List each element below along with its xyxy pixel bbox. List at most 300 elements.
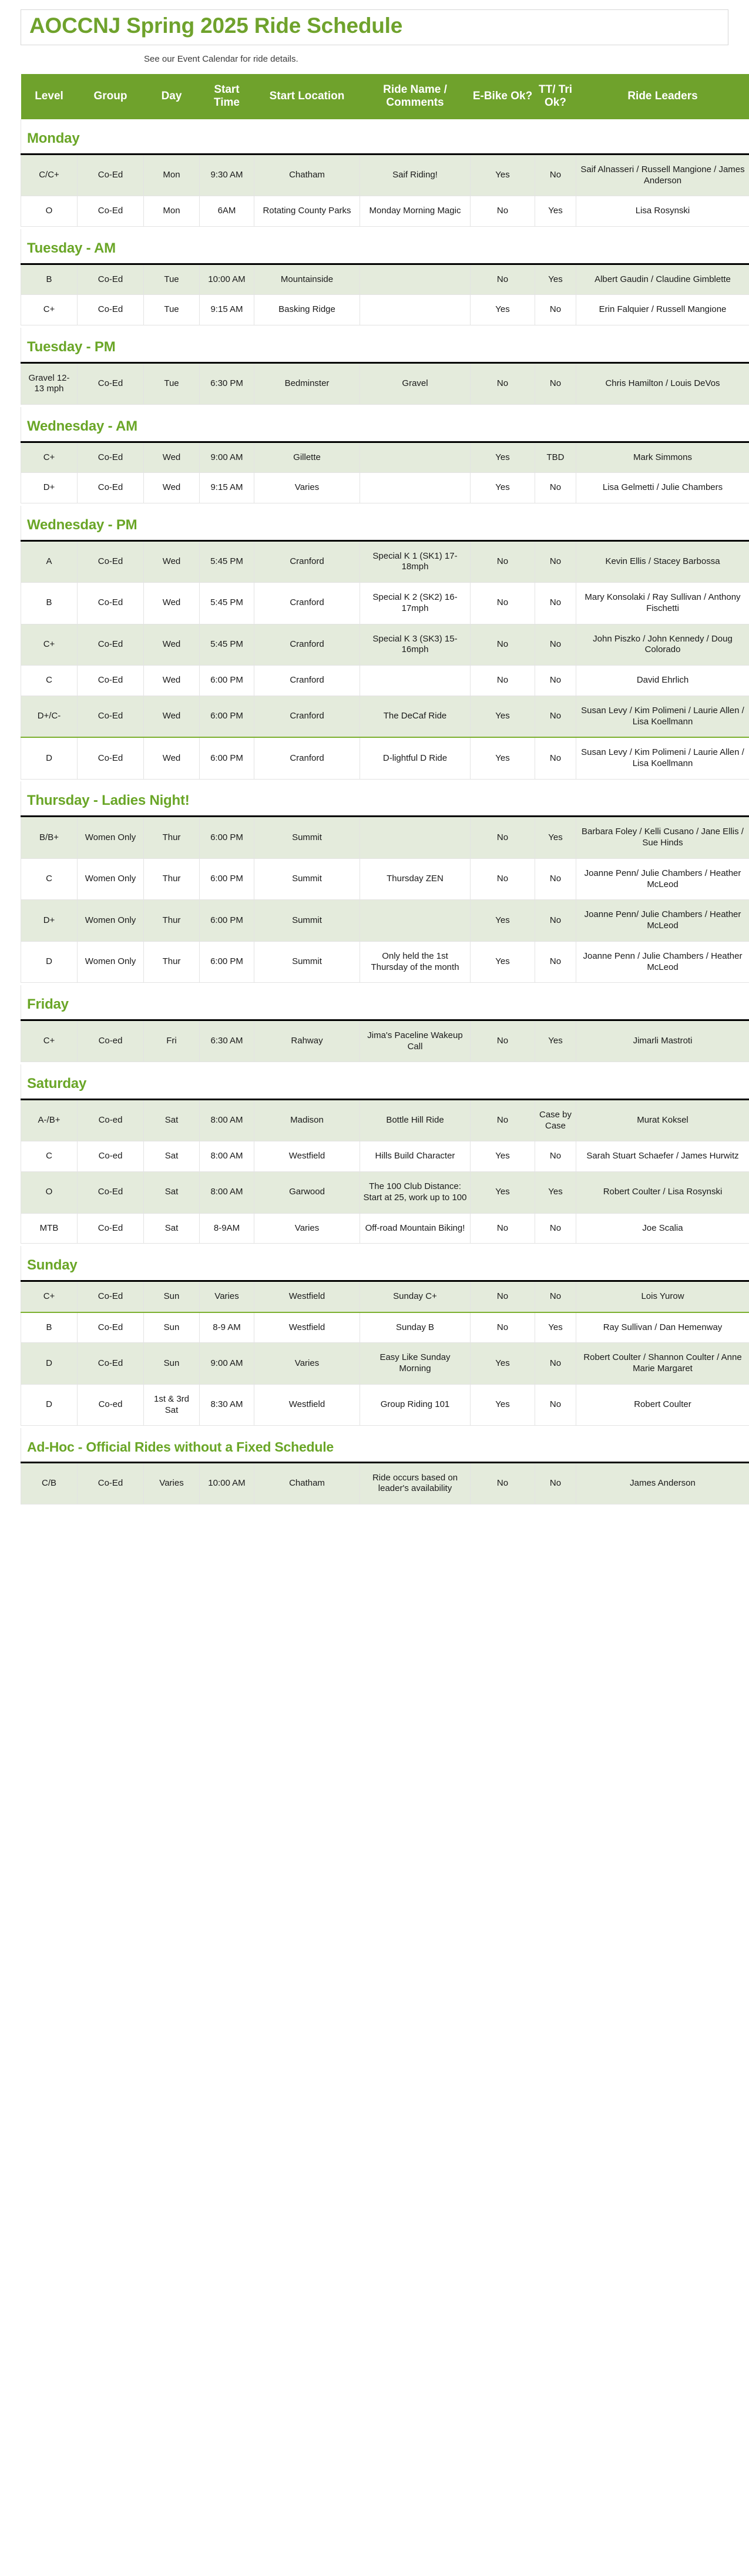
cell-start_location: Rotating County Parks [254,196,360,227]
cell-tt_tri: Yes [535,817,576,859]
event-calendar-note: See our Event Calendar for ride details. [144,53,298,64]
cell-ride_name: Only held the 1st Thursday of the month [360,941,471,983]
section-heading-row [21,1064,749,1100]
cell-level: MTB [21,1213,78,1244]
table-row [21,1312,749,1343]
cell-ride_name: Easy Like Sunday Morning [360,1343,471,1385]
cell-start_time: 8-9AM [200,1213,254,1244]
column-header-start-location: Start Location [254,74,360,119]
cell-leaders: Joanne Penn/ Julie Chambers / Heather McLeod [576,858,749,900]
cell-start_location: Varies [254,473,360,503]
cell-level: D [21,1343,78,1385]
section-heading-cell [21,407,749,442]
cell-ebike: No [471,1213,535,1244]
cell-ebike: Yes [471,1384,535,1426]
cell-tt_tri: No [535,900,576,942]
cell-group: Co-Ed [78,196,144,227]
cell-start_location: Gillette [254,442,360,473]
section-heading-label: Friday [27,996,69,1012]
cell-leaders: Joanne Penn / Julie Chambers / Heather McLeod [576,941,749,983]
cell-ride_name: Special K 1 (SK1) 17-18mph [360,540,471,583]
cell-tt_tri: No [535,154,576,196]
cell-leaders: Barbara Foley / Kelli Cusano / Jane Ellis / Sue Hinds [576,817,749,859]
cell-day: Wed [144,583,200,624]
cell-level: B/B+ [21,817,78,859]
cell-ebike: Yes [471,941,535,983]
cell-start_time: 9:30 AM [200,154,254,196]
cell-start_time: 6:30 AM [200,1020,254,1062]
cell-ride_name: Sunday C+ [360,1281,471,1312]
cell-leaders: John Piszko / John Kennedy / Doug Colorado [576,624,749,666]
cell-start_time: 6:00 PM [200,696,254,737]
cell-tt_tri: Yes [535,1172,576,1214]
cell-start_time: 8:00 AM [200,1141,254,1172]
cell-level: D+ [21,473,78,503]
cell-tt_tri: No [535,583,576,624]
cell-group: Co-Ed [78,473,144,503]
cell-ebike: No [471,362,535,405]
table-header [21,74,749,119]
cell-start_time: 8-9 AM [200,1312,254,1343]
section-heading-label: Wednesday - AM [27,418,137,434]
cell-group: Co-ed [78,1384,144,1426]
cell-ebike: Yes [471,473,535,503]
ride-schedule-page [0,9,749,1507]
cell-group: Co-Ed [78,362,144,405]
cell-start_location: Basking Ridge [254,295,360,325]
cell-ebike: No [471,583,535,624]
cell-group: Co-Ed [78,737,144,779]
cell-start_location: Westfield [254,1384,360,1426]
cell-start_time: 6:30 PM [200,362,254,405]
cell-day: Mon [144,196,200,227]
cell-tt_tri: No [535,941,576,983]
section-heading-cell [21,328,749,363]
section-gap [21,1504,749,1507]
column-header-day: Day [144,74,200,119]
table-row [21,696,749,737]
section-heading-row [21,506,749,541]
cell-level: Gravel 12-13 mph [21,362,78,405]
table-row [21,264,749,295]
cell-start_time: 6AM [200,196,254,227]
cell-leaders: Ray Sullivan / Dan Hemenway [576,1312,749,1343]
section-heading-cell [21,985,749,1020]
column-header-group: Group [78,74,144,119]
cell-day: Tue [144,295,200,325]
table-row [21,295,749,325]
cell-ride_name: Group Riding 101 [360,1384,471,1426]
cell-ride_name [360,442,471,473]
cell-ride_name: The 100 Club Distance: Start at 25, work up to 100 [360,1172,471,1214]
section-heading-label: Thursday - Ladies Night! [27,792,190,809]
section-heading-label: Monday [27,130,80,146]
cell-level: C/C+ [21,154,78,196]
page-title-box [21,9,728,45]
section-heading-label: Tuesday - PM [27,338,116,355]
section-heading-label: Tuesday - AM [27,240,116,256]
cell-group: Co-Ed [78,264,144,295]
cell-leaders: Lisa Rosynski [576,196,749,227]
cell-group: Co-Ed [78,1172,144,1214]
cell-group: Co-Ed [78,1281,144,1312]
cell-ebike: No [471,1312,535,1343]
cell-leaders: Saif Alnasseri / Russell Mangione / James Anderson [576,154,749,196]
cell-tt_tri: Case by Case [535,1099,576,1141]
cell-ebike: No [471,858,535,900]
cell-ebike: No [471,1462,535,1504]
table-row [21,1384,749,1426]
column-header-tt-tri: TT/ Tri Ok? [535,74,576,119]
cell-tt_tri: No [535,540,576,583]
table-row [21,442,749,473]
cell-ebike: No [471,196,535,227]
cell-day: Wed [144,666,200,696]
cell-ride_name [360,817,471,859]
section-gap-cell [21,1504,749,1507]
column-header-ride-leaders: Ride Leaders [576,74,749,119]
table-row [21,473,749,503]
cell-tt_tri: Yes [535,1020,576,1062]
cell-start_time: Varies [200,1281,254,1312]
cell-ebike: No [471,1099,535,1141]
cell-leaders: Chris Hamilton / Louis DeVos [576,362,749,405]
section-heading-cell [21,781,749,817]
cell-start_time: 8:00 AM [200,1172,254,1214]
cell-ride_name: Special K 2 (SK2) 16-17mph [360,583,471,624]
cell-leaders: Robert Coulter / Shannon Coulter / Anne Marie Margaret [576,1343,749,1385]
column-header-start-time: Start Time [200,74,254,119]
cell-start_time: 6:00 PM [200,858,254,900]
cell-day: Mon [144,154,200,196]
cell-start_location: Garwood [254,1172,360,1214]
cell-leaders: Susan Levy / Kim Polimeni / Laurie Allen / Lisa Koellmann [576,737,749,779]
cell-ride_name: Monday Morning Magic [360,196,471,227]
cell-level: C+ [21,295,78,325]
cell-level: C [21,1141,78,1172]
cell-ebike: No [471,1020,535,1062]
cell-level: B [21,1312,78,1343]
cell-group: Co-Ed [78,583,144,624]
cell-start_time: 6:00 PM [200,737,254,779]
cell-tt_tri: No [535,696,576,737]
cell-tt_tri: No [535,473,576,503]
cell-start_time: 8:30 AM [200,1384,254,1426]
cell-ebike: Yes [471,442,535,473]
column-header-ride-name: Ride Name / Comments [360,74,471,119]
cell-leaders: Lisa Gelmetti / Julie Chambers [576,473,749,503]
cell-day: Sat [144,1172,200,1214]
cell-group: Co-Ed [78,1213,144,1244]
section-heading-cell [21,119,749,155]
section-heading-cell [21,1064,749,1100]
cell-leaders: Jimarli Mastroti [576,1020,749,1062]
section-heading-row [21,407,749,442]
table-row [21,624,749,666]
table-row [21,1213,749,1244]
cell-tt_tri: No [535,1281,576,1312]
cell-ebike: No [471,817,535,859]
cell-start_location: Summit [254,900,360,942]
cell-ride_name: Special K 3 (SK3) 15-16mph [360,624,471,666]
cell-day: Wed [144,624,200,666]
cell-tt_tri: No [535,1141,576,1172]
cell-ride_name: Gravel [360,362,471,405]
cell-group: Co-Ed [78,1343,144,1385]
cell-ride_name: Saif Riding! [360,154,471,196]
cell-ride_name: Ride occurs based on leader's availability [360,1462,471,1504]
cell-start_location: Madison [254,1099,360,1141]
cell-group: Co-Ed [78,1312,144,1343]
cell-day: Thur [144,858,200,900]
cell-start_time: 5:45 PM [200,624,254,666]
cell-ride_name [360,473,471,503]
cell-tt_tri: No [535,737,576,779]
cell-start_location: Summit [254,817,360,859]
cell-start_time: 6:00 PM [200,817,254,859]
cell-tt_tri: No [535,1213,576,1244]
section-heading-label: Sunday [27,1257,78,1273]
cell-day: Wed [144,696,200,737]
cell-group: Women Only [78,858,144,900]
table-row [21,666,749,696]
cell-level: C+ [21,442,78,473]
cell-tt_tri: No [535,858,576,900]
page-title: AOCCNJ Spring 2025 Ride Schedule [29,14,403,38]
ride-schedule-table [21,74,749,1507]
cell-start_location: Cranford [254,666,360,696]
cell-leaders: Sarah Stuart Schaefer / James Hurwitz [576,1141,749,1172]
cell-group: Co-Ed [78,624,144,666]
cell-day: Wed [144,473,200,503]
cell-tt_tri: No [535,1343,576,1385]
cell-level: C [21,858,78,900]
cell-ride_name [360,295,471,325]
cell-ride_name: D-lightful D Ride [360,737,471,779]
section-heading-row [21,781,749,817]
cell-day: Sun [144,1343,200,1385]
cell-start_location: Westfield [254,1281,360,1312]
cell-start_time: 5:45 PM [200,540,254,583]
table-row [21,817,749,859]
cell-leaders: David Ehrlich [576,666,749,696]
cell-start_location: Cranford [254,737,360,779]
cell-day: Wed [144,737,200,779]
cell-day: Wed [144,442,200,473]
cell-group: Women Only [78,817,144,859]
cell-ebike: Yes [471,295,535,325]
cell-tt_tri: Yes [535,196,576,227]
cell-day: Wed [144,540,200,583]
cell-ebike: Yes [471,696,535,737]
cell-leaders: Kevin Ellis / Stacey Barbossa [576,540,749,583]
cell-leaders: Robert Coulter / Lisa Rosynski [576,1172,749,1214]
cell-tt_tri: No [535,1462,576,1504]
cell-start_location: Cranford [254,583,360,624]
section-heading-row [21,985,749,1020]
table-row [21,1343,749,1385]
table-row [21,858,749,900]
table-row [21,154,749,196]
cell-ebike: Yes [471,737,535,779]
cell-leaders: Mary Konsolaki / Ray Sullivan / Anthony Fischetti [576,583,749,624]
section-heading-row [21,1428,749,1462]
table-row [21,737,749,779]
table-row [21,1281,749,1312]
cell-start_location: Westfield [254,1312,360,1343]
section-heading-cell [21,229,749,264]
cell-level: D [21,941,78,983]
cell-group: Co-ed [78,1020,144,1062]
cell-day: Sun [144,1281,200,1312]
cell-group: Women Only [78,900,144,942]
cell-start_time: 10:00 AM [200,1462,254,1504]
cell-start_time: 9:15 AM [200,473,254,503]
cell-start_location: Summit [254,858,360,900]
cell-level: C+ [21,1020,78,1062]
section-heading-cell [21,1428,749,1462]
cell-start_location: Cranford [254,540,360,583]
cell-level: B [21,264,78,295]
section-heading-label: Ad-Hoc - Official Rides without a Fixed Schedule [27,1439,334,1455]
cell-start_location: Chatham [254,1462,360,1504]
cell-level: A [21,540,78,583]
cell-ebike: No [471,624,535,666]
cell-day: Sat [144,1141,200,1172]
cell-group: Women Only [78,941,144,983]
cell-tt_tri: No [535,666,576,696]
cell-start_time: 8:00 AM [200,1099,254,1141]
table-row [21,1462,749,1504]
cell-level: C [21,666,78,696]
cell-start_time: 6:00 PM [200,900,254,942]
cell-level: D [21,1384,78,1426]
cell-start_time: 6:00 PM [200,941,254,983]
cell-start_location: Bedminster [254,362,360,405]
cell-ebike: No [471,1281,535,1312]
subtitle-row [21,53,728,65]
cell-ride_name [360,666,471,696]
table-row [21,941,749,983]
cell-level: O [21,196,78,227]
cell-day: Tue [144,264,200,295]
cell-day: 1st & 3rd Sat [144,1384,200,1426]
cell-tt_tri: Yes [535,1312,576,1343]
cell-level: B [21,583,78,624]
cell-start_time: 10:00 AM [200,264,254,295]
cell-start_location: Westfield [254,1141,360,1172]
cell-ebike: No [471,540,535,583]
table-row [21,900,749,942]
cell-tt_tri: No [535,295,576,325]
cell-start_time: 5:45 PM [200,583,254,624]
cell-group: Co-Ed [78,295,144,325]
cell-level: D+/C- [21,696,78,737]
cell-ebike: Yes [471,1141,535,1172]
cell-level: D [21,737,78,779]
cell-start_location: Cranford [254,696,360,737]
cell-group: Co-Ed [78,442,144,473]
table-row [21,540,749,583]
cell-ride_name: Jima's Paceline Wakeup Call [360,1020,471,1062]
cell-leaders: Robert Coulter [576,1384,749,1426]
cell-leaders: Albert Gaudin / Claudine Gimblette [576,264,749,295]
section-heading-label: Wednesday - PM [27,516,137,533]
cell-ride_name: Sunday B [360,1312,471,1343]
cell-day: Thur [144,817,200,859]
cell-day: Thur [144,900,200,942]
cell-tt_tri: TBD [535,442,576,473]
cell-start_location: Varies [254,1213,360,1244]
cell-group: Co-Ed [78,1462,144,1504]
cell-day: Sun [144,1312,200,1343]
table-row [21,1141,749,1172]
cell-ride_name [360,264,471,295]
cell-tt_tri: No [535,624,576,666]
table-row [21,583,749,624]
section-heading-cell [21,506,749,541]
cell-day: Sat [144,1213,200,1244]
cell-group: Co-Ed [78,540,144,583]
section-heading-label: Saturday [27,1075,87,1091]
cell-leaders: Joe Scalia [576,1213,749,1244]
cell-tt_tri: No [535,362,576,405]
cell-tt_tri: No [535,1384,576,1426]
cell-start_time: 9:00 AM [200,1343,254,1385]
section-heading-row [21,119,749,155]
table-row [21,1099,749,1141]
cell-start_location: Cranford [254,624,360,666]
cell-day: Fri [144,1020,200,1062]
cell-day: Tue [144,362,200,405]
cell-start_location: Chatham [254,154,360,196]
cell-ride_name: The DeCaf Ride [360,696,471,737]
cell-start_location: Mountainside [254,264,360,295]
cell-group: Co-ed [78,1141,144,1172]
cell-tt_tri: Yes [535,264,576,295]
cell-ride_name: Bottle Hill Ride [360,1099,471,1141]
section-heading-cell [21,1246,749,1281]
cell-group: Co-Ed [78,696,144,737]
cell-ride_name: Hills Build Character [360,1141,471,1172]
table-row [21,196,749,227]
cell-day: Thur [144,941,200,983]
cell-ebike: No [471,264,535,295]
cell-ride_name: Thursday ZEN [360,858,471,900]
table-row [21,362,749,405]
cell-ebike: Yes [471,154,535,196]
cell-start_location: Varies [254,1343,360,1385]
cell-start_time: 9:00 AM [200,442,254,473]
cell-start_time: 6:00 PM [200,666,254,696]
section-heading-row [21,328,749,363]
column-header-ebike: E-Bike Ok? [471,74,535,119]
cell-day: Sat [144,1099,200,1141]
cell-level: C/B [21,1462,78,1504]
cell-ebike: Yes [471,900,535,942]
column-header-level: Level [21,74,78,119]
header-row [21,74,749,119]
cell-ebike: Yes [471,1343,535,1385]
cell-ride_name [360,900,471,942]
cell-leaders: Mark Simmons [576,442,749,473]
cell-ebike: No [471,666,535,696]
cell-group: Co-Ed [78,666,144,696]
section-heading-row [21,1246,749,1281]
table-row [21,1020,749,1062]
section-heading-row [21,229,749,264]
cell-leaders: Murat Koksel [576,1099,749,1141]
